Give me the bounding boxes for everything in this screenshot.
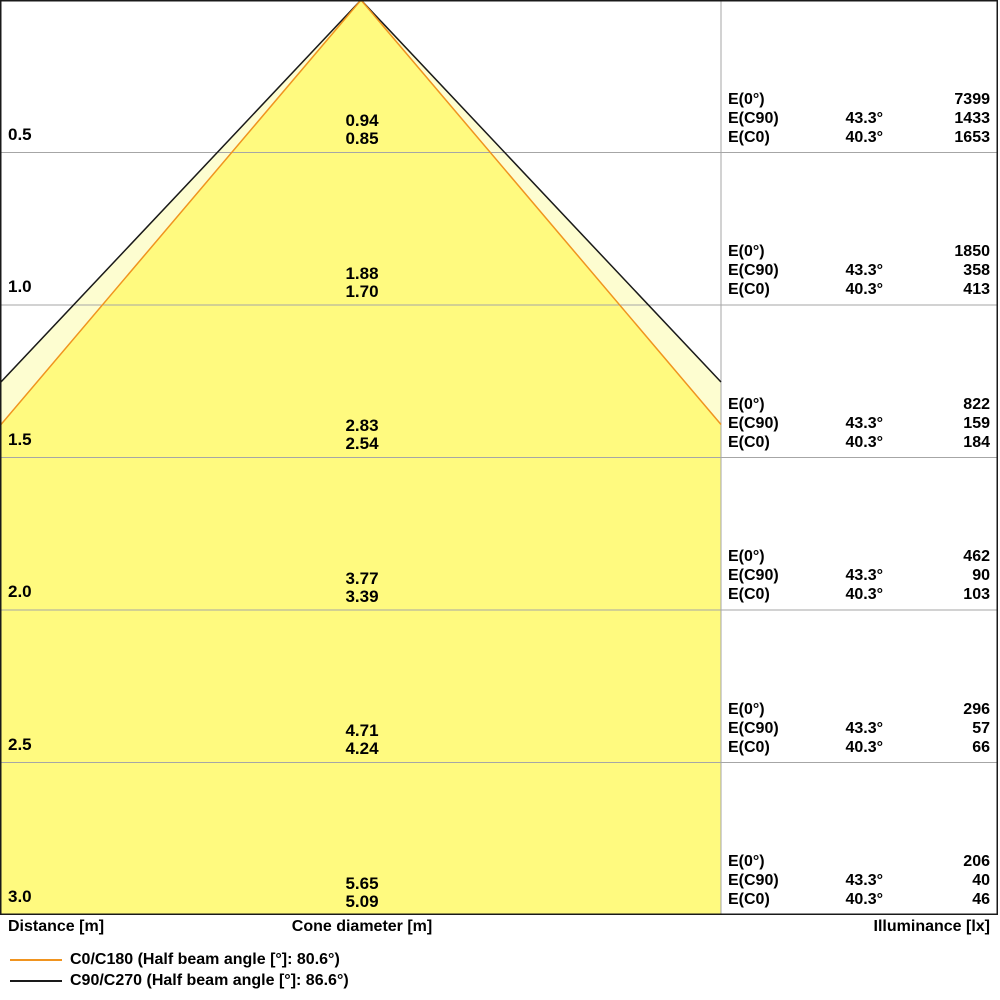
ec90-label: E(C90): [728, 872, 779, 889]
e0-label: E(0°): [728, 243, 765, 260]
distance-label: 1.5: [8, 430, 32, 449]
ec0-value: 66: [972, 739, 990, 756]
cone-diameter-c90: 0.94: [345, 111, 379, 130]
ec0-label: E(C0): [728, 281, 770, 298]
distance-label: 2.0: [8, 582, 32, 601]
e0-label: E(0°): [728, 396, 765, 413]
illuminance-block: [728, 547, 990, 604]
illuminance-block: [728, 90, 990, 147]
ec90-value: 40: [972, 872, 990, 889]
legend-line-c0-c180: [10, 959, 62, 961]
cone-diameter-c90: 2.83: [345, 416, 379, 435]
ec0-angle: 40.3°: [845, 129, 883, 146]
e0-label: E(0°): [728, 701, 765, 718]
e0-label: E(0°): [728, 548, 765, 565]
legend-label-c90-c270: C90/C270 (Half beam angle [°]: 86.6°): [70, 972, 349, 989]
axis-label-distance: Distance [m]: [8, 918, 105, 935]
ec90-label: E(C90): [728, 567, 779, 584]
cone-diameter-c0: 3.39: [345, 587, 379, 606]
ec90-value: 90: [972, 567, 990, 584]
illuminance-block: [728, 395, 990, 452]
cone-diameter-values: [262, 875, 462, 911]
distance-label: 0.5: [8, 125, 32, 144]
ec90-angle: 43.3°: [845, 262, 883, 279]
cone-diameter-c90: 3.77: [345, 569, 379, 588]
ec0-value: 413: [963, 281, 990, 298]
distance-label: 1.0: [8, 277, 32, 296]
ec90-angle: 43.3°: [845, 110, 883, 127]
cone-diameter-c0: 0.85: [345, 129, 379, 148]
ec0-label: E(C0): [728, 739, 770, 756]
ec0-angle: 40.3°: [845, 434, 883, 451]
ec90-value: 57: [972, 720, 990, 737]
ec0-value: 1653: [954, 129, 990, 146]
e0-value: 206: [963, 853, 990, 870]
ec0-label: E(C0): [728, 891, 770, 908]
ec0-angle: 40.3°: [845, 739, 883, 756]
e0-value: 462: [963, 548, 990, 565]
cone-diameter-c0: 1.70: [345, 282, 379, 301]
ec90-value: 1433: [954, 110, 990, 127]
legend-label-c0-c180: C0/C180 (Half beam angle [°]: 80.6°): [70, 951, 340, 968]
ec90-angle: 43.3°: [845, 720, 883, 737]
ec90-angle: 43.3°: [845, 872, 883, 889]
axis-label-illuminance: Illuminance [lx]: [873, 918, 990, 935]
ec0-angle: 40.3°: [845, 281, 883, 298]
distance-label: 3.0: [8, 887, 32, 906]
cone-diameter-values: [262, 570, 462, 606]
illuminance-block: [728, 700, 990, 757]
ec0-label: E(C0): [728, 129, 770, 146]
e0-value: 822: [963, 396, 990, 413]
cone-diameter-c0: 4.24: [345, 739, 379, 758]
cone-diameter-c0: 5.09: [345, 892, 379, 911]
ec90-angle: 43.3°: [845, 415, 883, 432]
legend-line-c90-c270: [10, 980, 62, 982]
ec0-angle: 40.3°: [845, 891, 883, 908]
axis-label-cone-diameter: Cone diameter [m]: [291, 918, 433, 935]
ec90-value: 159: [963, 415, 990, 432]
cone-diameter-c90: 5.65: [345, 874, 379, 893]
cone-diameter-c90: 4.71: [345, 721, 379, 740]
cone-diameter-c90: 1.88: [345, 264, 379, 283]
ec0-value: 46: [972, 891, 990, 908]
ec0-label: E(C0): [728, 434, 770, 451]
ec0-angle: 40.3°: [845, 586, 883, 603]
e0-label: E(0°): [728, 853, 765, 870]
distance-label: 2.5: [8, 735, 32, 754]
cone-diameter-c0: 2.54: [345, 434, 379, 453]
ec90-value: 358: [963, 262, 990, 279]
ec90-label: E(C90): [728, 262, 779, 279]
ec0-label: E(C0): [728, 586, 770, 603]
e0-label: E(0°): [728, 91, 765, 108]
ec90-label: E(C90): [728, 110, 779, 127]
cone-diameter-values: [262, 417, 462, 453]
ec0-value: 103: [963, 586, 990, 603]
e0-value: 7399: [954, 91, 990, 108]
illuminance-block: [728, 852, 990, 909]
ec90-label: E(C90): [728, 415, 779, 432]
ec90-label: E(C90): [728, 720, 779, 737]
ec90-angle: 43.3°: [845, 567, 883, 584]
cone-diameter-values: [262, 265, 462, 301]
cone-diameter-values: [262, 722, 462, 758]
ec0-value: 184: [963, 434, 990, 451]
e0-value: 296: [963, 701, 990, 718]
illuminance-block: [728, 242, 990, 299]
cone-diameter-values: [262, 112, 462, 148]
e0-value: 1850: [954, 243, 990, 260]
